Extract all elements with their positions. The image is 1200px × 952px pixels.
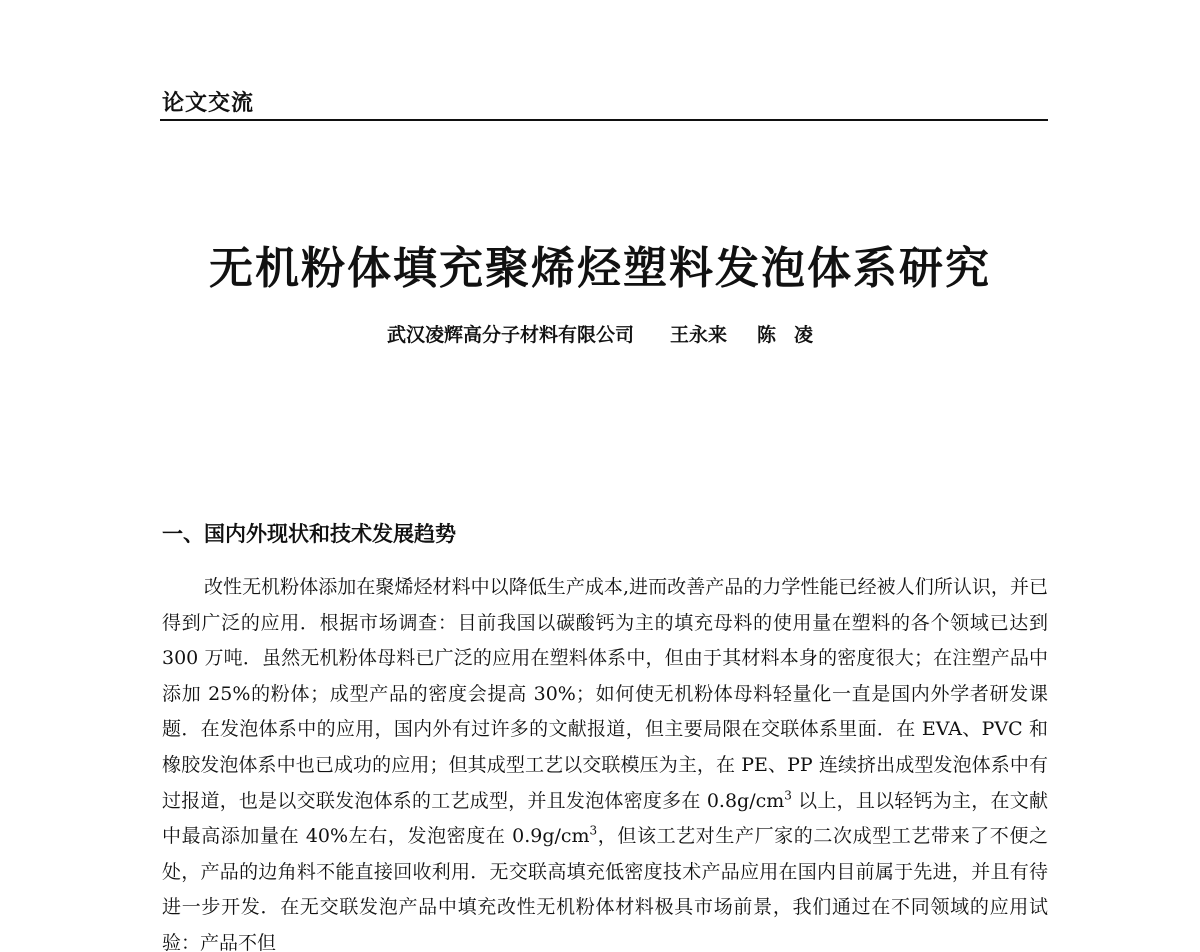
article-title: 无机粉体填充聚烯烃塑料发泡体系研究 [209, 243, 991, 294]
superscript-3: 3 [589, 823, 598, 838]
paragraph-text-1: 改性无机粉体添加在聚烯烃材料中以降低生产成本,进而改善产品的力学性能已经被人们所认识，并已得到广泛的应用．根据市场调查：目前我国以碳酸钙为主的填充母料的使用量在塑料的各个领域已达到 300 万吨．虽然无机粉体母料已广泛的应用在塑料体系中，但由于其材料本身的密度很大；在注塑产品中添加 25%的粉体；成型产品的密度会提高 30%；如何使无机粉体母料轻量化一直是国内外学者研发课题．在发泡体系中的应用，国内外有过许多的文献报道，但主要局限在交联体系里面．在 EVA、PVC 和橡胶发泡体系中也已成功的应用；但其成型工艺以交联模压为主，在 PE、PP 连续挤出成型发泡体系中有过报道，也是以交联发泡体系的工艺成型，并且发泡体密度多在 0.8g/cm [162, 576, 1048, 812]
author-2-part1: 陈 [757, 324, 777, 346]
byline [0, 320, 1200, 347]
superscript-3: 3 [784, 788, 792, 803]
author-1: 王永来 [669, 324, 727, 346]
header-rule [160, 119, 1048, 121]
section-label: 论文交流 [162, 91, 255, 116]
section-heading: 一、国内外现状和技术发展趋势 [162, 522, 456, 546]
paragraph-text-2: 以上，且以轻钙为主，在文献中最高添加量在 40%左右，发泡密度在 0.9g/cm [162, 789, 1048, 848]
author-2-part2: 凌 [794, 324, 814, 346]
affiliation: 武汉凌辉高分子材料有限公司 [386, 324, 634, 346]
body-paragraph [162, 570, 1048, 952]
paragraph-text-3: ，但该工艺对生产厂家的二次成型工艺带来了不便之处，产品的边角料不能直接回收利用．无交联高填充低密度技术产品应用在国内目前属于先进，并且有待进一步开发．在无交联发泡产品中填充改性无机粉体材料极具市场前景，我们通过在不同领域的应用试验：产品不但 [162, 825, 1048, 952]
